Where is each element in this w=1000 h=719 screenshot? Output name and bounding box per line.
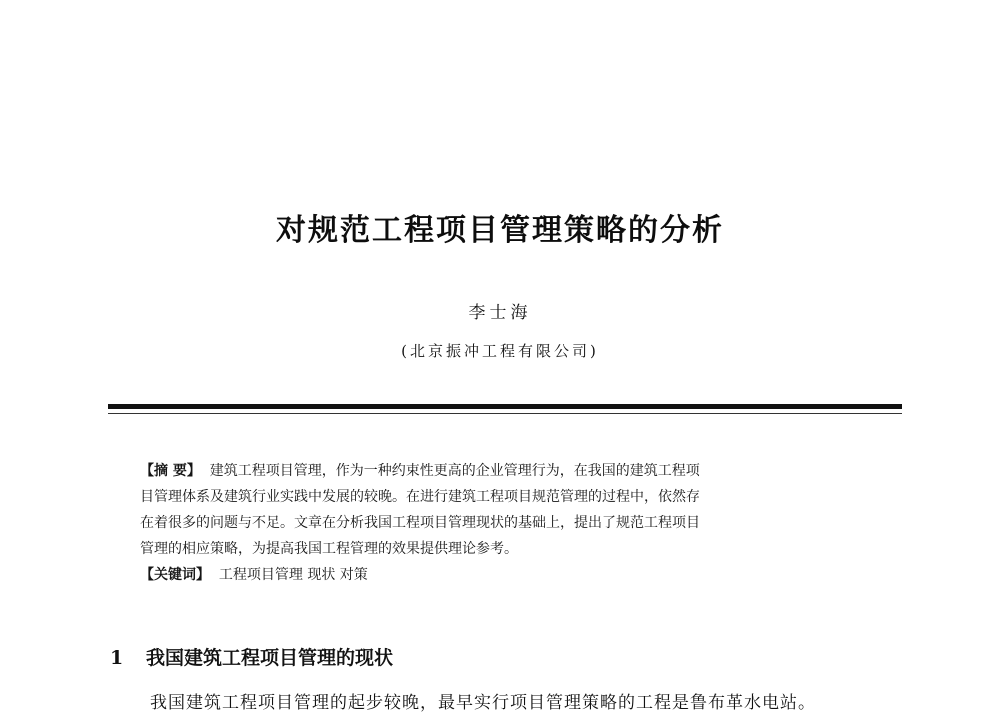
- abstract-line-4: 管理的相应策略，为提高我国工程管理的效果提供理论参考。: [140, 541, 518, 557]
- author-name: 李士海: [468, 303, 532, 323]
- header-rule-thick: [108, 404, 902, 409]
- header-rule-thin: [108, 413, 902, 414]
- abstract-label: 【摘 要】: [140, 463, 201, 479]
- abstract-line-1: [140, 458, 870, 484]
- section-title: 我国建筑工程项目管理的现状: [146, 647, 394, 669]
- keywords-label: 【关键词】: [140, 567, 210, 583]
- keywords-text: 工程项目管理 现状 对策: [218, 567, 368, 583]
- abstract-line-3: 在着很多的问题与不足。文章在分析我国工程项目管理现状的基础上，提出了规范工程项目: [140, 515, 700, 531]
- abstract-line-2: 目管理体系及建筑行业实践中发展的较晚。在进行建筑工程项目规范管理的过程中，依然存: [140, 489, 700, 505]
- section-heading: [110, 643, 393, 670]
- keywords-line: [140, 562, 870, 588]
- author-affiliation: (北京振冲工程有限公司): [401, 342, 599, 360]
- body-paragraph-first-line: 我国建筑工程项目管理的起步较晚，最早实行项目管理策略的工程是鲁布革水电站。: [150, 693, 816, 713]
- paper-title: 对规范工程项目管理策略的分析: [276, 213, 724, 248]
- section-number: 1: [110, 647, 124, 669]
- abstract-text: 建筑工程项目管理，作为一种约束性更高的企业管理行为，在我国的建筑工程项: [209, 463, 700, 479]
- abstract-block: [140, 458, 870, 588]
